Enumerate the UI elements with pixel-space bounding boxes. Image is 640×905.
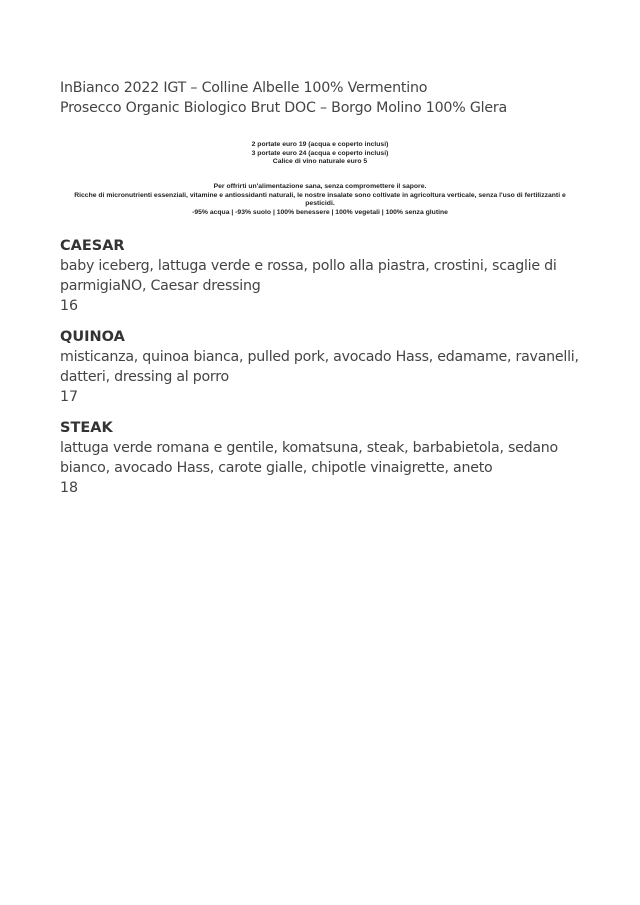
price-info	[0, 141, 640, 167]
dish-price: 17	[60, 389, 79, 405]
info-line-stats: -95% acqua | -93% suolo | 100% benessere | 100% vegetali | 100% senza glutine	[192, 208, 448, 216]
price-line-two-courses: 2 portate euro 19 (acqua e coperto inclusi)	[251, 141, 389, 148]
dish-name: CAESAR	[60, 238, 125, 254]
info-line-intro: Per offrirti un'alimentazione sana, senza compromettere il sapore.	[213, 183, 427, 190]
wine-item: InBianco 2022 IGT – Colline Albelle 100% Vermentino	[60, 80, 428, 96]
price-line-three-courses: 3 portate euro 24 (acqua e coperto inclusi)	[251, 149, 389, 157]
dish-item	[60, 327, 590, 407]
salad-info	[60, 183, 580, 217]
dish-item	[60, 236, 590, 316]
dish-description: lattuga verde romana e gentile, komatsuna, steak, barbabietola, sedano bianco, avocado Hass, carote gialle, chipotle vinaigrette, aneto	[60, 440, 558, 476]
dish-description: misticanza, quinoa bianca, pulled pork, avocado Hass, edamame, ravanelli, datteri, dressing al porro	[60, 349, 579, 385]
dish-list	[60, 236, 590, 509]
dish-price: 16	[60, 298, 79, 314]
dish-item	[60, 418, 590, 498]
dish-price: 18	[60, 480, 79, 496]
price-line-wine-glass: Calice di vino naturale euro 5	[272, 158, 368, 166]
wine-item: Prosecco Organic Biologico Brut DOC – Borgo Molino 100% Glera	[60, 100, 508, 116]
dish-description: baby iceberg, lattuga verde e rossa, pollo alla piastra, crostini, scaglie di parmigiaNO, Caesar dressing	[60, 258, 557, 294]
wine-list	[60, 78, 507, 118]
dish-name: QUINOA	[60, 329, 125, 345]
info-line-nutrients: Ricche di micronutrienti essenziali, vitamine e antiossidanti naturali, le nostre insalate sono coltivate in agricoltura verticale, senza l'uso di fertilizzanti e pesticidi.	[74, 191, 566, 208]
dish-name: STEAK	[60, 420, 113, 436]
